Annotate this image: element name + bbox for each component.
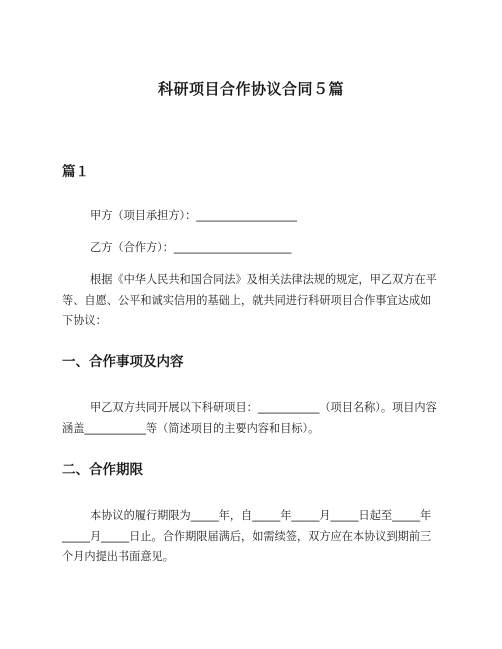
cooperation-paragraph: 甲乙双方共同开展以下科研项目：___________（项目名称）。项目内容涵盖___________等（简述项目的主要内容和目标）。 bbox=[62, 401, 437, 435]
party-a-field: 甲方（项目承担方）：__________________ bbox=[90, 209, 297, 222]
party-b-field: 乙方（合作方）：_____________________ bbox=[90, 241, 292, 254]
section-heading-term: 二、合作期限 bbox=[62, 462, 143, 478]
term-paragraph: 本协议的履行期限为_____年，自_____年_____月_____日起至_____年_____月_____日止。合作期限届满后，如需续签，双方应在本协议到期前三个月内提出书面意见。 bbox=[62, 509, 432, 563]
intro-paragraph: 根据《中华人民共和国合同法》及相关法律法规的规定，甲乙双方在平等、自愿、公平和诚实信用的基础上，就共同进行科研项目合作事宜达成如下协议： bbox=[62, 273, 437, 327]
part-heading: 篇１ bbox=[62, 164, 89, 180]
section-heading-cooperation: 一、合作事项及内容 bbox=[62, 354, 184, 370]
document-title: 科研项目合作协议合同５篇 bbox=[157, 80, 344, 98]
